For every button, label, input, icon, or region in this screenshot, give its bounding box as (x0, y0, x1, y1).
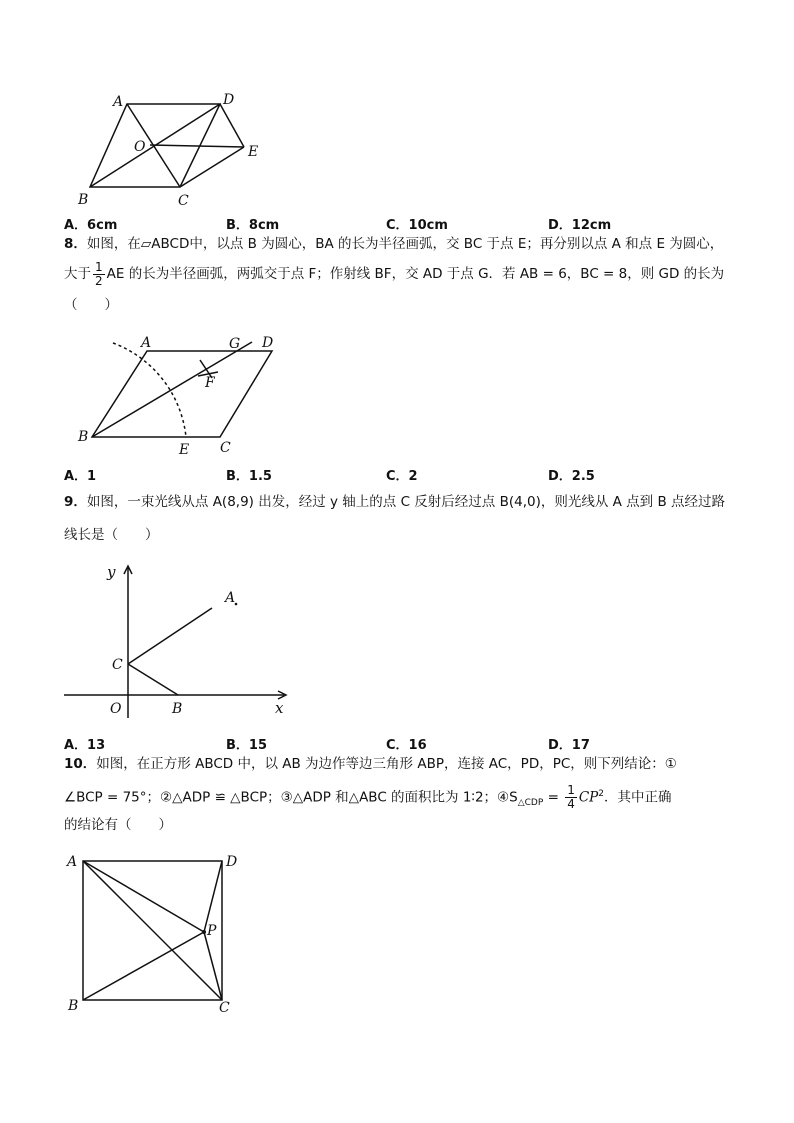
q8-line-1 (64, 234, 723, 254)
q9-choice-d[interactable]: D．17 (548, 738, 590, 753)
q10-segment-dp (204, 861, 222, 932)
q9-figure (60, 556, 300, 721)
q9-label-o: O (110, 701, 122, 717)
q10-line-3: 的结论有（ ） (64, 817, 172, 833)
q7-figure (70, 85, 280, 215)
q10-frac-num: 1 (567, 783, 575, 797)
q9-label-b: B (172, 701, 183, 717)
q10-frac-den: 4 (567, 797, 575, 811)
q10-text-2a: ∠BCP = 75°；②△ADP ≌ △BCP；③△ADP 和△ABC 的面积比为 1∶2；④S (64, 789, 518, 806)
q8-text-2b: AE 的长为半径画弧，两弧交于点 F；作射线 BF，交 AD 于点 G．若 AB = 6，BC = 8，则 GD 的长为 (106, 266, 725, 282)
q8-frac-den: 2 (95, 273, 103, 288)
q7-label-c: C (178, 193, 189, 209)
q10-segment-bp (83, 932, 204, 1000)
q10-line-2 (64, 780, 671, 817)
q8-label-c: C (220, 440, 231, 456)
q9-label-a: A (225, 590, 236, 606)
q10-text-2-sub: △CDP (517, 798, 544, 809)
q8-frac-num: 1 (95, 259, 103, 274)
q7-choice-c[interactable]: C．10cm (386, 218, 448, 233)
q8-line-3: （ ） (64, 297, 118, 313)
q10-text-2-sup: 2 (598, 789, 604, 799)
q9-text-1: 如图，一束光线从点 A(8,9) 出发，经过 y 轴上的点 C 反射后经过点 B(4,0)，则光线从 A 点到 B 点经过路 (86, 494, 726, 510)
q8-number: 8． (64, 236, 87, 252)
q9-choices (64, 734, 744, 752)
q7-choice-a[interactable]: A．6cm (64, 218, 118, 233)
q7-choice-d[interactable]: D．12cm (548, 218, 612, 233)
q10-label-c: C (219, 1000, 230, 1016)
q9-label-x: x (275, 699, 284, 717)
q7-label-o: O (134, 139, 146, 155)
q8-label-f: F (205, 375, 215, 391)
q8-label-b: B (78, 429, 89, 445)
q8-label-e: E (179, 442, 190, 458)
q7-choices (64, 214, 744, 232)
q8-parallelogram (92, 351, 272, 437)
q9-number: 9． (64, 494, 87, 510)
q7-label-a: A (113, 94, 124, 110)
q8-text-2a: 大于 (64, 266, 91, 282)
q10-label-p: P (207, 923, 217, 939)
q9-choice-a[interactable]: A．13 (64, 738, 106, 753)
q8-label-g: G (229, 336, 241, 352)
q10-fraction (565, 784, 577, 811)
q8-text-1: 如图，在▱ABCD中，以点 B 为圆心，BA 的长为半径画弧，交 BC 于点 E；再分别以点 A 和点 E 为圆心， (86, 236, 724, 252)
q10-label-d: D (226, 854, 238, 870)
q9-line-1 (64, 492, 725, 512)
q8-choice-b[interactable]: B．1.5 (226, 469, 272, 484)
q10-line-1 (64, 754, 677, 774)
q7-segment-oe (150, 145, 244, 147)
q7-label-e: E (248, 144, 259, 160)
q8-fraction (93, 261, 105, 288)
q8-line-2 (64, 260, 724, 288)
q7-segment-de (220, 104, 244, 147)
q10-figure (62, 848, 252, 1018)
q10-text-2-eq: = (543, 789, 564, 806)
q10-label-b: B (68, 998, 79, 1014)
q8-arc-ae (113, 343, 186, 437)
q8-choices (64, 465, 744, 483)
q8-choice-d[interactable]: D．2.5 (548, 469, 595, 484)
q10-number: 10． (64, 756, 97, 772)
q7-label-d: D (223, 92, 235, 108)
q9-line-2: 线长是（ ） (64, 527, 159, 543)
q7-label-b: B (78, 192, 89, 208)
q10-text-1: 如图，在正方形 ABCD 中，以 AB 为边作等边三角形 ABP，连接 AC，PD，PC，则下列结论：① (96, 756, 677, 772)
q10-text-2b: ．其中正确 (603, 789, 672, 806)
q9-choice-b[interactable]: B．15 (226, 738, 267, 753)
q8-choice-c[interactable]: C．2 (386, 469, 418, 484)
q7-choice-b[interactable]: B．8cm (226, 218, 280, 233)
q8-label-a: A (141, 335, 152, 351)
q8-choice-a[interactable]: A．1 (64, 469, 97, 484)
q9-label-c: C (112, 657, 123, 673)
q10-label-a: A (67, 854, 78, 870)
q10-text-2-cp: CP (578, 789, 599, 806)
q8-figure (70, 328, 300, 458)
q9-choice-c[interactable]: C．16 (386, 738, 427, 753)
q9-ray-cb (128, 664, 178, 695)
q10-segment-cp (204, 932, 222, 1000)
q9-ray-ca (128, 608, 212, 664)
q10-point-p (202, 930, 206, 934)
q9-label-y: y (107, 563, 116, 581)
q8-label-d: D (262, 335, 274, 351)
